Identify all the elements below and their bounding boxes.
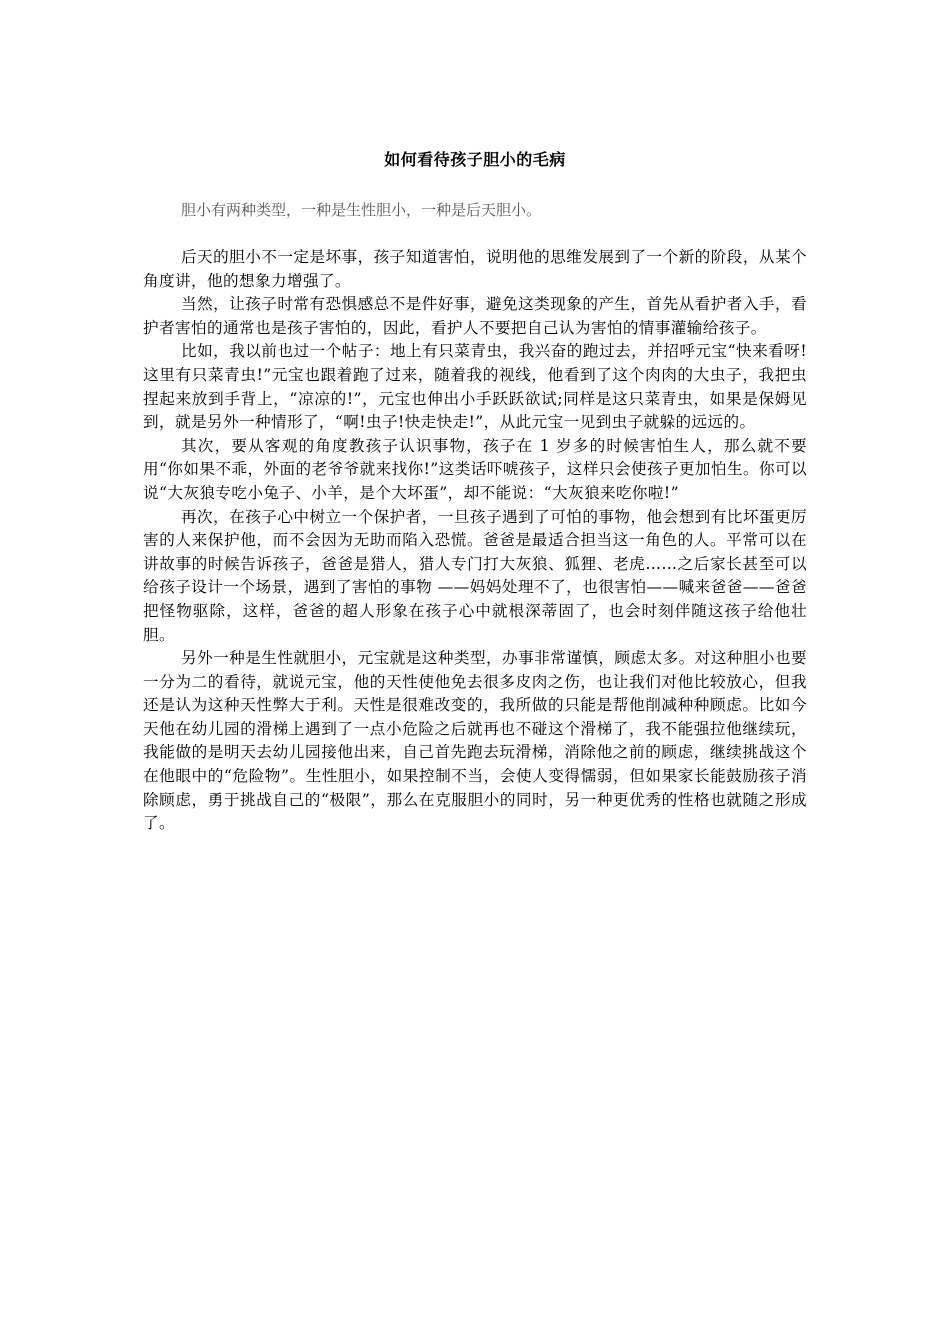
paragraph-6: 另外一种是生性就胆小，元宝就是这种类型，办事非常谨慎，顾虑太多。对这种胆小也要一分为二的看待，就说元宝，他的天性使他免去很多皮肉之伤，也让我们对他比较放心，但我还是认为这种天性弊大于利。天性是很难改变的，我所做的只能是帮他削减种种顾虑。比如今天他在幼儿园的滑梯上遇到了一点小危险之后就再也不碰这个滑梯了，我不能强拉他继续玩，我能做的是明天去幼儿园接他出来，自己首先跑去玩滑梯，消除他之前的顾虑，继续挑战这个在他眼中的“危险物”。生性胆小，如果控制不当，会使人变得懦弱，但如果家长能鼓励孩子消除顾虑，勇于挑战自己的“极限”，那么在克服胆小的同时，另一种更优秀的性格也就随之形成了。	[143, 649, 807, 833]
paragraph-2: 当然，让孩子时常有恐惧感总不是件好事，避免这类现象的产生，首先从看护者入手，看护者害怕的通常也是孩子害怕的，因此，看护人不要把自己认为害怕的情事灌输给孩子。	[143, 295, 807, 337]
document-title: 如何看待孩子胆小的毛病	[384, 150, 566, 169]
paragraph-1: 后天的胆小不一定是坏事，孩子知道害怕，说明他的思维发展到了一个新的阶段，从某个角度讲，他的想象力增强了。	[143, 248, 807, 290]
paragraph-4: 其次，要从客观的角度教孩子认识事物，孩子在 1 岁多的时候害怕生人，那么就不要用“你如果不乖，外面的老爷爷就来找你!”这类话吓唬孩子，这样只会使孩子更加怕生。你可以说“大灰狼专吃小兔子、小羊，是个大坏蛋”，却不能说：“大灰狼来吃你啦!”	[143, 436, 807, 502]
paragraph-3: 比如，我以前也过一个帖子：地上有只菜青虫，我兴奋的跑过去，并招呼元宝“快来看呀!这里有只菜青虫!”元宝也跟着跑了过来，随着我的视线，他看到了这个肉肉的大虫子，我把虫捏起来放到手背上，“凉凉的!”，元宝也伸出小手跃跃欲试;同样是这只菜青虫，如果是保姆见到，就是另外一种情形了，“啊!虫子!快走快走!”，从此元宝一见到虫子就躲的远远的。	[143, 342, 807, 432]
body-text	[143, 246, 807, 836]
intro-line: 胆小有两种类型，一种是生性胆小，一种是后天胆小。	[181, 201, 542, 219]
paragraph-5: 再次，在孩子心中树立一个保护者，一旦孩子遇到了可怕的事物，他会想到有比坏蛋更厉害的人来保护他，而不会因为无助而陷入恐慌。爸爸是最适合担当这一角色的人。平常可以在讲故事的时候告诉孩子，爸爸是猎人，猎人专门打大灰狼、狐狸、老虎……之后家长甚至可以给孩子设计一个场景，遇到了害怕的事物 ——妈妈处理不了，也很害怕——喊来爸爸——爸爸把怪物驱除，这样，爸爸的超人形象在孩子心中就根深蒂固了，也会时刻伴随这孩子给他壮胆。	[143, 507, 807, 644]
